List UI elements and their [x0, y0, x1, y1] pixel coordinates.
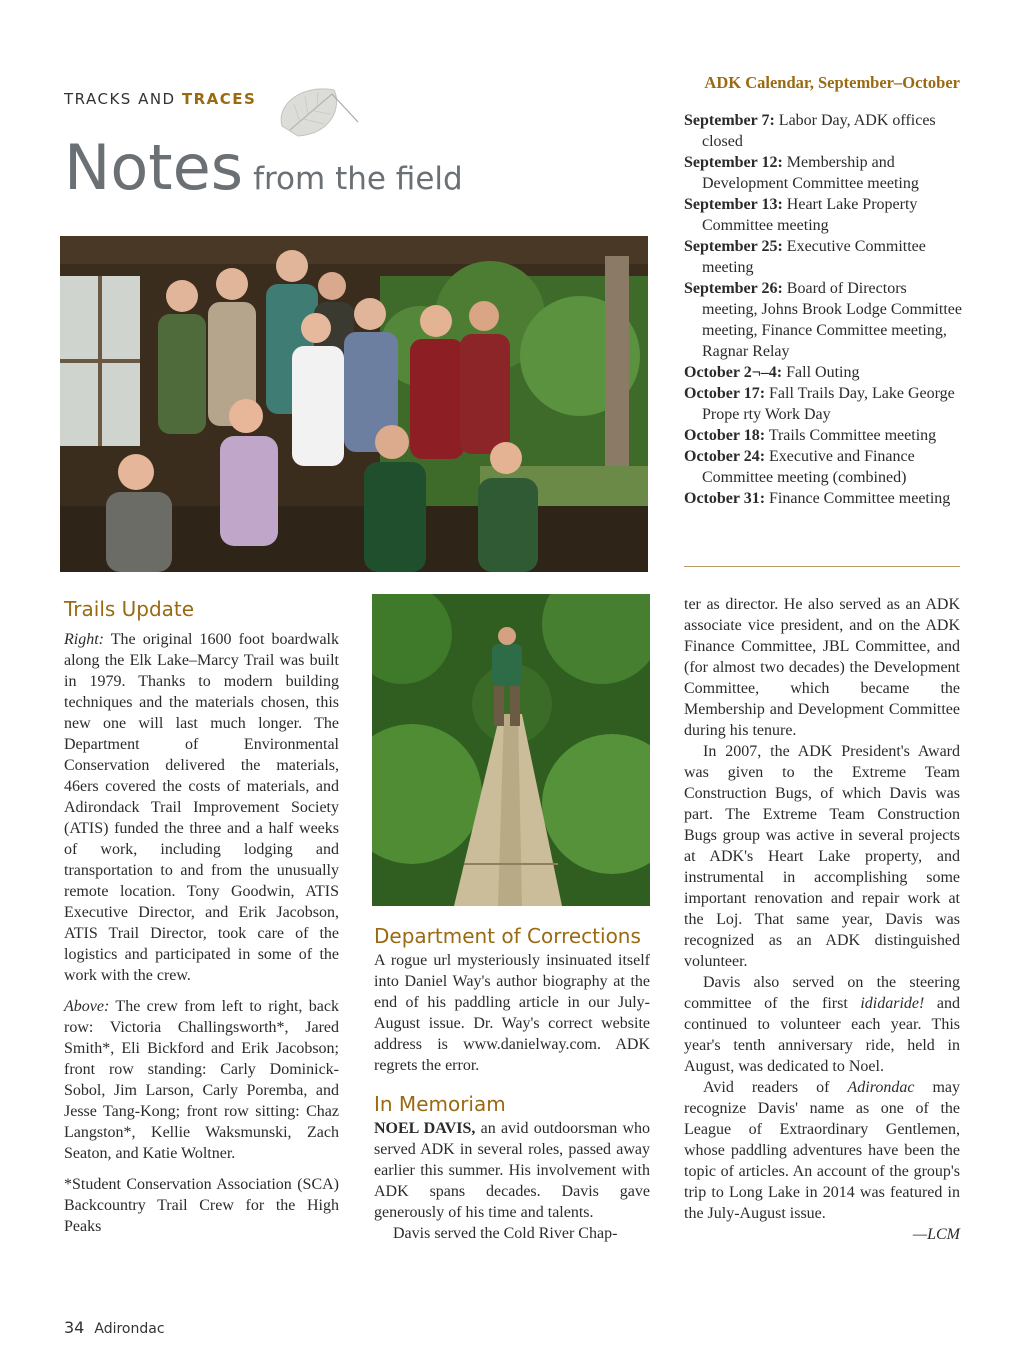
calendar-item — [684, 488, 966, 509]
above-caption — [64, 996, 339, 1164]
calendar-date: September 13: — [684, 196, 783, 213]
calendar-item — [684, 362, 966, 383]
trails-update-heading: Trails Update — [64, 597, 195, 621]
calendar-item — [684, 425, 966, 446]
calendar-item — [684, 152, 966, 194]
memoriam-p5 — [684, 1077, 960, 1224]
calendar-text: Trails Committee meeting — [768, 427, 937, 444]
author-signature: —LCM — [912, 1226, 960, 1243]
calendar-text: Fall Trails Day, Lake George Prope rty Work Day — [702, 385, 955, 423]
section-kicker — [64, 90, 256, 108]
calendar-date: October 24: — [684, 448, 766, 465]
page-footer — [64, 1318, 165, 1337]
title-sub: from the field — [253, 161, 463, 197]
corrections-text: A rogue url mysteriously insinuated itself into Daniel Way's author biography at the end of his paddling article in our July-August issue. Dr. Way's correct website address is www.danielway.com. ADK regrets the error. — [374, 952, 650, 1074]
magazine-name: Adirondac — [94, 1321, 165, 1337]
crew-photo-illustration — [60, 236, 648, 572]
calendar-item — [684, 383, 966, 425]
title-main: Notes — [64, 131, 244, 204]
memoriam-p4-b: and continued to volunteer each year. This year's tenth anniversary ride, held in August, was dedicated to Noel. — [684, 995, 961, 1075]
calendar-date: September 26: — [684, 280, 783, 297]
calendar-date: October 2¬–4: — [684, 364, 783, 381]
calendar-text: Executive and Finance Committee meeting (combined) — [702, 448, 915, 486]
calendar-list — [684, 110, 966, 509]
memoriam-p5-a: Avid readers of — [703, 1079, 830, 1096]
calendar-item — [684, 446, 966, 488]
memoriam-name: NOEL DAVIS, — [374, 1120, 476, 1137]
page-title — [64, 133, 463, 214]
memoriam-p2-continued: ter as director. He also served as an ADK associate vice president, and on the ADK Finance Committee, JBL Committee, and (for almost two decades) the Development Committee, which became the Membership and Development Committee during his tenure. — [684, 596, 960, 739]
calendar-text: Labor Day, ADK offices closed — [702, 112, 936, 150]
memoriam-p5-b: may recognize Davis' name as one of the League of Extraordinary Gentlemen, whose paddling adventures have been the topic of articles. An account of the group's trip to Long Lake in 2014 was featured in the July-August issue. — [684, 1079, 961, 1222]
middle-column — [374, 922, 650, 1244]
kicker-part-a: TRACKS AND — [64, 90, 176, 108]
calendar-text: Executive Committee meeting — [702, 238, 926, 276]
memoriam-p4 — [684, 972, 960, 1077]
sca-footnote: *Student Conservation Association (SCA) Backcountry Trail Crew for the High Peaks — [64, 1176, 339, 1235]
calendar-item — [684, 194, 966, 236]
boardwalk-photo — [372, 594, 650, 906]
right-caption-text: The original 1600 foot boardwalk along the Elk Lake–Marcy Trail was built in 1979. Thanks to modern building techniques and the materials chosen, this new one will last much longer. The Department of Environmental Conservation delivered the materials, 46ers covered the costs of materials, and Adirondack Trail Improvement Society (ATIS) funded the three and a half weeks of work, including lodging and transportation to and from the unusually remote location. Tony Goodwin, ATIS Executive Director, and Erik Jacobson, ATIS Trail Director, took care of the logistics and participated in some of the work with the crew. — [64, 631, 339, 984]
calendar-text: Board of Directors meeting, Johns Brook Lodge Committee meeting, Finance Committee meeting, Ragnar Relay — [702, 280, 962, 360]
calendar-text: Heart Lake Property Committee meeting — [702, 196, 918, 234]
memoriam-p1-text: an avid outdoorsman who served ADK in several roles, passed away earlier this summer. His involvement with ADK spans decades. Davis gave generously of his time and talents. — [374, 1120, 651, 1221]
calendar-date: September 12: — [684, 154, 783, 171]
right-column — [684, 594, 960, 1245]
right-caption-label: Right: — [64, 631, 104, 648]
page-number: 34 — [64, 1318, 85, 1337]
crew-photo — [60, 236, 648, 572]
calendar-date: October 17: — [684, 385, 766, 402]
memoriam-p5-em: Adirondac — [847, 1079, 915, 1096]
calendar-item — [684, 236, 966, 278]
calendar-date: October 18: — [684, 427, 766, 444]
memoriam-heading: In Memoriam — [374, 1092, 506, 1116]
memoriam-p4-a: Davis also served on the steering committee of the first — [684, 974, 960, 1012]
kicker-part-b: TRACES — [181, 90, 257, 108]
calendar-title: ADK Calendar, September–October — [704, 73, 960, 92]
above-caption-text: The crew from left to right, back row: Victoria Challingsworth*, Jared Smith*, Eli Bickford and Erik Jacobson; front row standing: Carly Dominick-Sobol, Jim Larson, Carly Poremba, and Jesse Tang-Kong; front row sitting: Chaz Langston*, Kellie Waksmunski, Zach Seaton, and Katie Woltner. — [64, 998, 340, 1162]
calendar-text: Membership and Development Committee meeting — [702, 154, 919, 192]
calendar-text: Finance Committee meeting — [769, 490, 951, 507]
memoriam-p3: In 2007, the ADK President's Award was given to the Extreme Team Construction Bugs, of which Davis was part. The Extreme Team Construction Bugs group was active in several projects at ADK's Heart Lake property, and instrumental in accomplishing some important renovation and repair work at the Loj. That same year, Davis was recognized as an ADK distinguished volunteer. — [684, 743, 960, 970]
calendar-item — [684, 110, 966, 152]
calendar-date: September 25: — [684, 238, 783, 255]
trails-update-column — [64, 595, 339, 1237]
right-caption — [64, 629, 339, 986]
calendar-text: Fall Outing — [786, 364, 860, 381]
corrections-heading: Department of Corrections — [374, 924, 641, 948]
calendar-date: September 7: — [684, 112, 775, 129]
memoriam-p1 — [374, 1118, 650, 1223]
memoriam-p4-em: ididaride! — [860, 995, 925, 1012]
calendar-divider — [684, 566, 960, 567]
calendar-item — [684, 278, 966, 362]
above-caption-label: Above: — [64, 998, 110, 1015]
memoriam-p2: Davis served the Cold River Chap- — [393, 1225, 618, 1242]
calendar-date: October 31: — [684, 490, 766, 507]
boardwalk-photo-illustration — [372, 594, 650, 906]
